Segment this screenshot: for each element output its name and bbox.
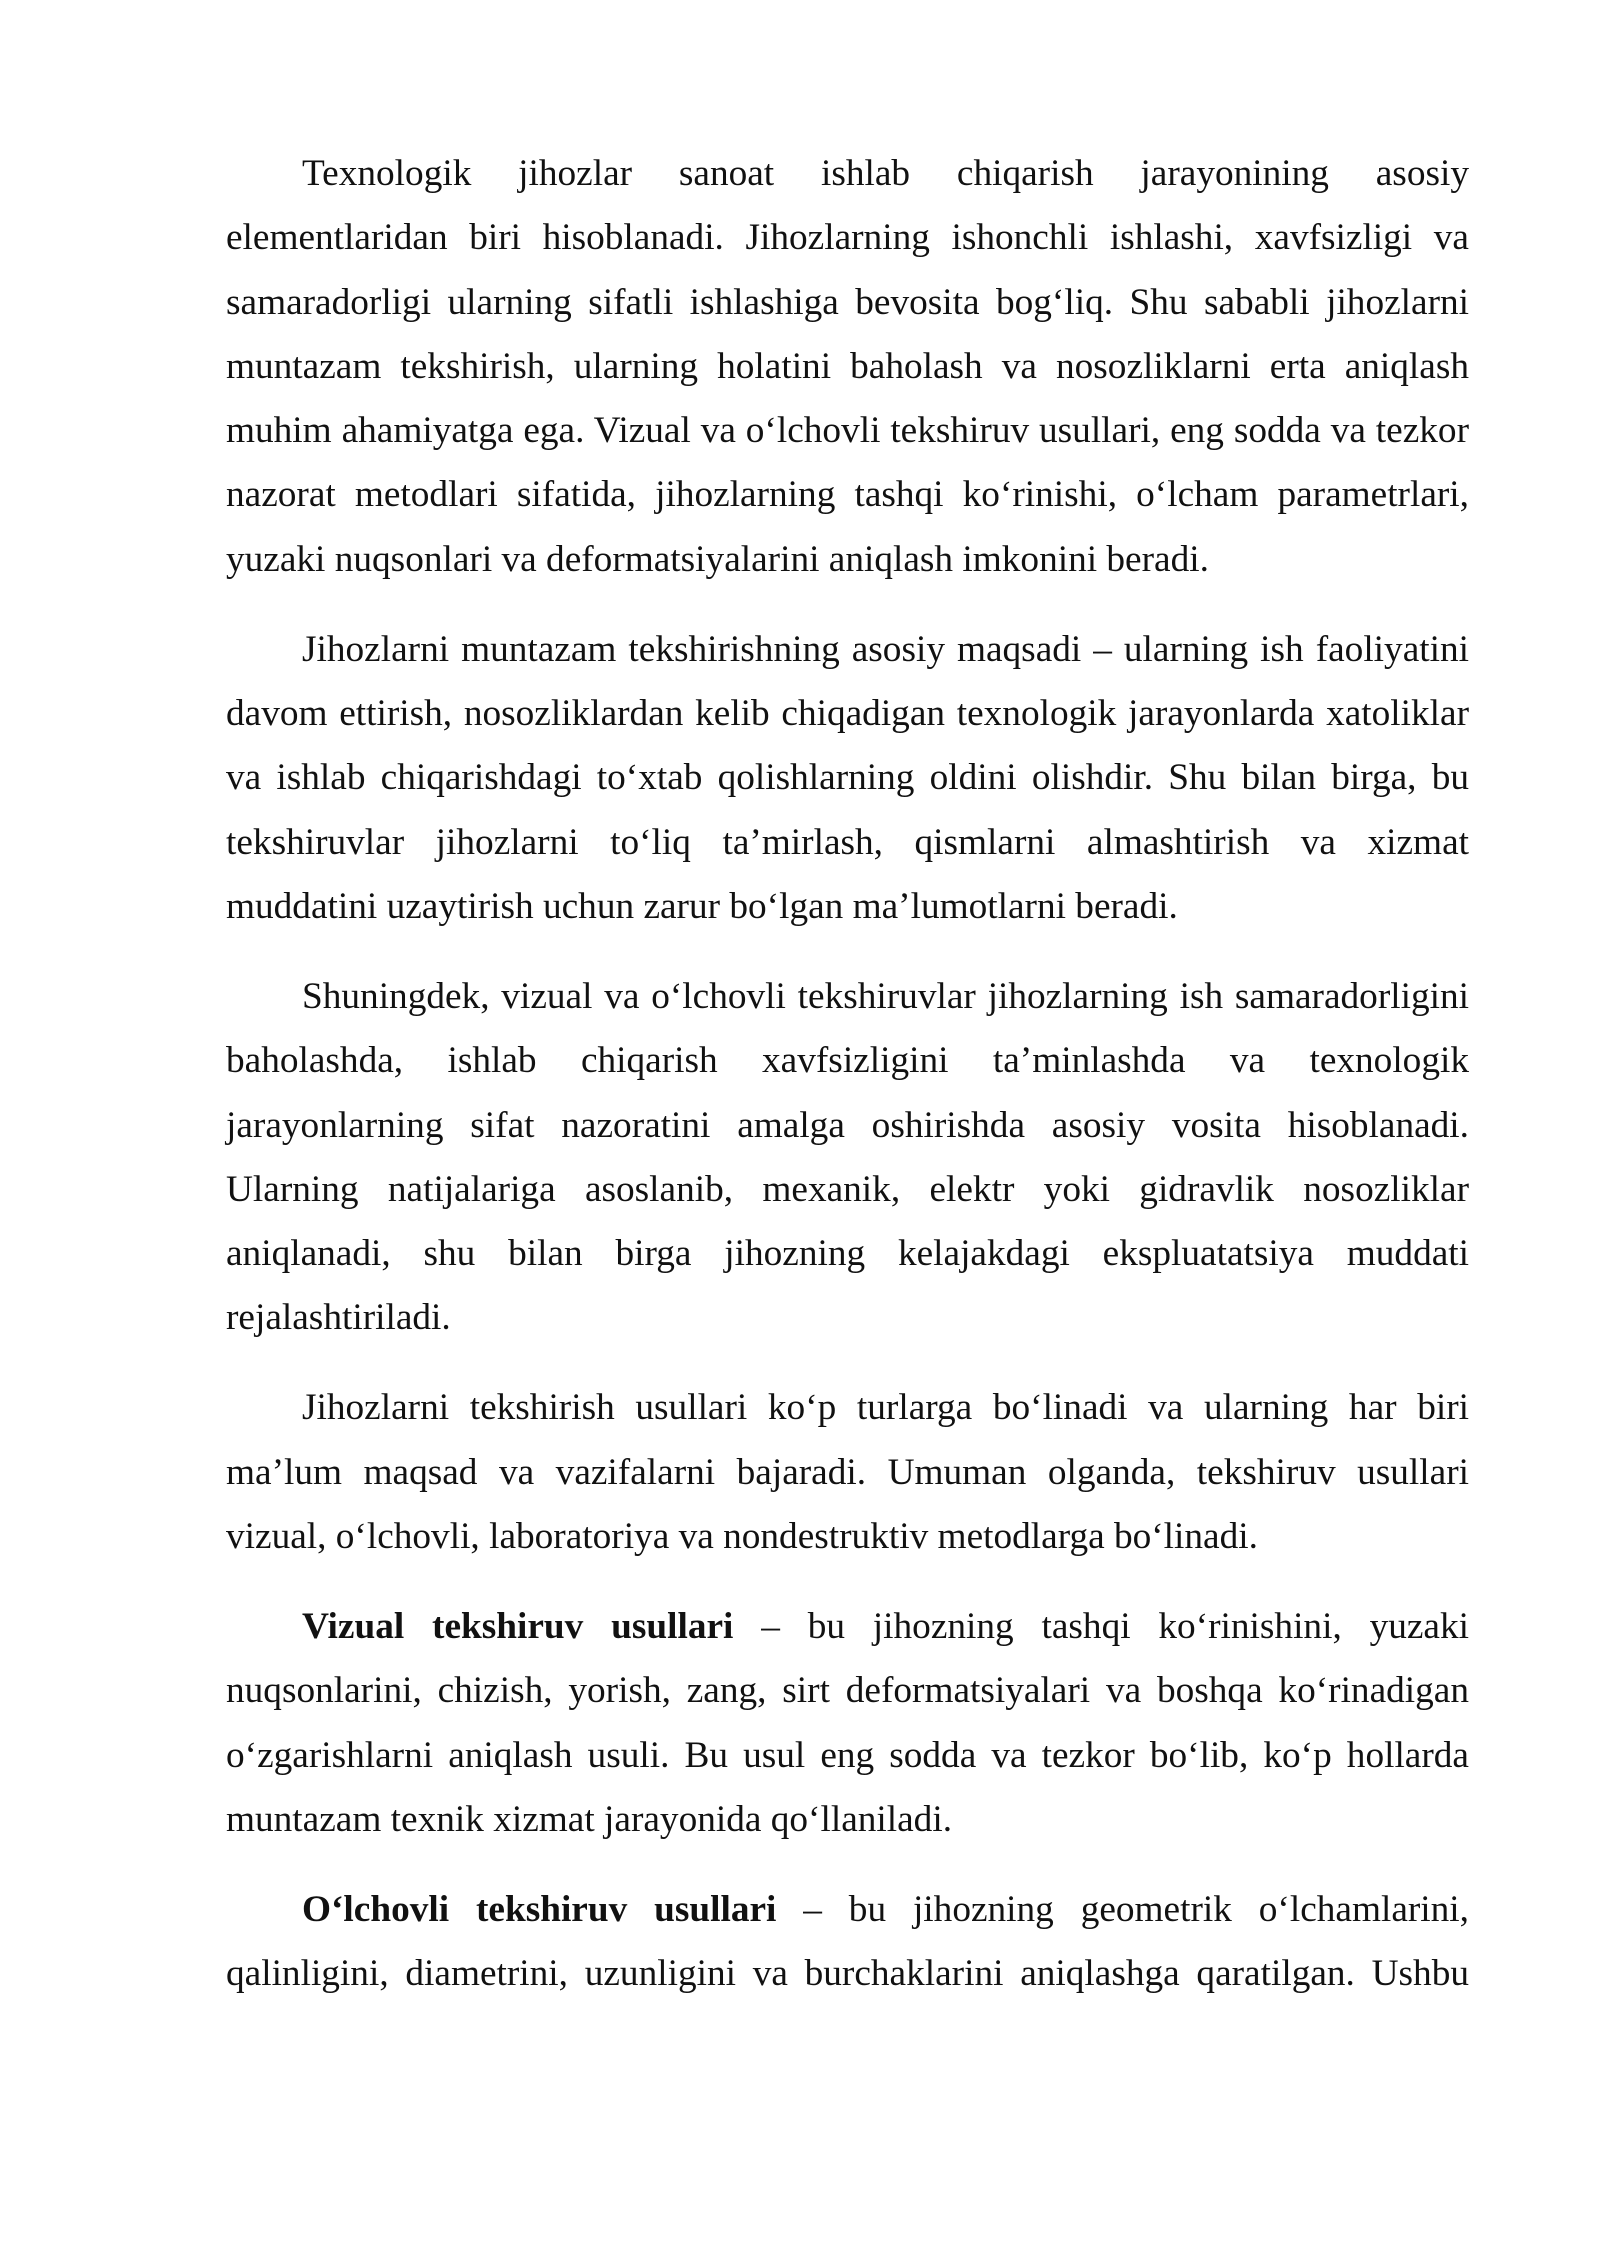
text-line: Ularning natijalariga asoslanib, mexanik, elektr yoki gidravlik nosozliklar [226, 1168, 1469, 1210]
text-line: baholashda, ishlab chiqarish xavfsizligini ta’minlashda va texnologik [226, 1040, 1469, 1082]
paragraph [226, 965, 1469, 1351]
text-line: rejalashtiriladi. [226, 1297, 451, 1339]
paragraph [226, 1595, 1469, 1852]
text-line: muntazam texnik xizmat jarayonida qo‘llaniladi. [226, 1798, 953, 1840]
text-line: qalinligini, diametrini, uzunligini va burchaklarini aniqlashga qaratilgan. Ushbu [226, 1953, 1469, 1995]
text-line: davom ettirish, nosozliklardan kelib chiqadigan texnologik jarayonlarda xatoliklar [226, 693, 1469, 735]
text-line: Jihozlarni muntazam tekshirishning asosiy maqsadi – ularning ish faoliyatini [302, 628, 1469, 670]
text-line: elementlaridan biri hisoblanadi. Jihozlarning ishonchli ishlashi, xavfsizligi va [226, 217, 1469, 259]
paragraph [226, 1878, 1469, 2007]
paragraph [226, 1376, 1469, 1569]
text-line: o‘zgarishlarni aniqlash usuli. Bu usul eng sodda va tezkor bo‘lib, ko‘p hollarda [226, 1734, 1469, 1776]
text-line: muhim ahamiyatga ega. Vizual va o‘lchovli tekshiruv usullari, eng sodda va tezkor [226, 410, 1469, 452]
text-run: – bu jihozning tashqi ko‘rinishini, yuzaki [761, 1605, 1469, 1647]
paragraph [226, 142, 1469, 592]
text-line: va ishlab chiqarishdagi to‘xtab qolishlarning oldini olishdir. Shu bilan birga, bu [226, 757, 1469, 799]
bold-term: O‘lchovli tekshiruv usullari [302, 1888, 777, 1930]
text-run: – bu jihozning geometrik o‘lchamlarini, [803, 1888, 1469, 1930]
document-body [226, 142, 1469, 2032]
bold-term: Vizual tekshiruv usullari [302, 1605, 734, 1647]
text-line: nazorat metodlari sifatida, jihozlarning tashqi ko‘rinishi, o‘lcham parametrlari, [226, 474, 1469, 516]
text-line: Shuningdek, vizual va o‘lchovli tekshiruvlar jihozlarning ish samaradorligini [302, 975, 1469, 1017]
text-line: Texnologik jihozlar sanoat ishlab chiqarish jarayonining asosiy [302, 153, 1469, 194]
text-line: muddatini uzaytirish uchun zarur bo‘lgan ma’lumotlarni beradi. [226, 885, 1178, 927]
text-line: jarayonlarning sifat nazoratini amalga oshirishda asosiy vosita hisoblanadi. [226, 1104, 1469, 1146]
text-line [226, 1595, 1469, 1659]
text-line: aniqlanadi, shu bilan birga jihozning kelajakdagi ekspluatatsiya muddati [226, 1233, 1469, 1275]
paragraph [226, 618, 1469, 939]
text-line: ma’lum maqsad va vazifalarni bajaradi. Umuman olganda, tekshiruv usullari [226, 1451, 1469, 1493]
text-line [226, 1878, 1469, 1942]
text-line: yuzaki nuqsonlari va deformatsiyalarini aniqlash imkonini beradi. [226, 538, 1209, 580]
text-line: samaradorligi ularning sifatli ishlashiga bevosita bog‘liq. Shu sababli jihozlarni [226, 281, 1469, 323]
text-line: muntazam tekshirish, ularning holatini baholash va nosozliklarni erta aniqlash [226, 345, 1469, 387]
text-line: Jihozlarni tekshirish usullari ko‘p turlarga bo‘linadi va ularning har biri [302, 1387, 1469, 1429]
text-line: nuqsonlarini, chizish, yorish, zang, sirt deformatsiyalari va boshqa ko‘rinadigan [226, 1670, 1469, 1712]
text-line: tekshiruvlar jihozlarni to‘liq ta’mirlash, qismlarni almashtirish va xizmat [226, 821, 1469, 863]
text-line: vizual, o‘lchovli, laboratoriya va nondestruktiv metodlarga bo‘linadi. [226, 1516, 1258, 1557]
